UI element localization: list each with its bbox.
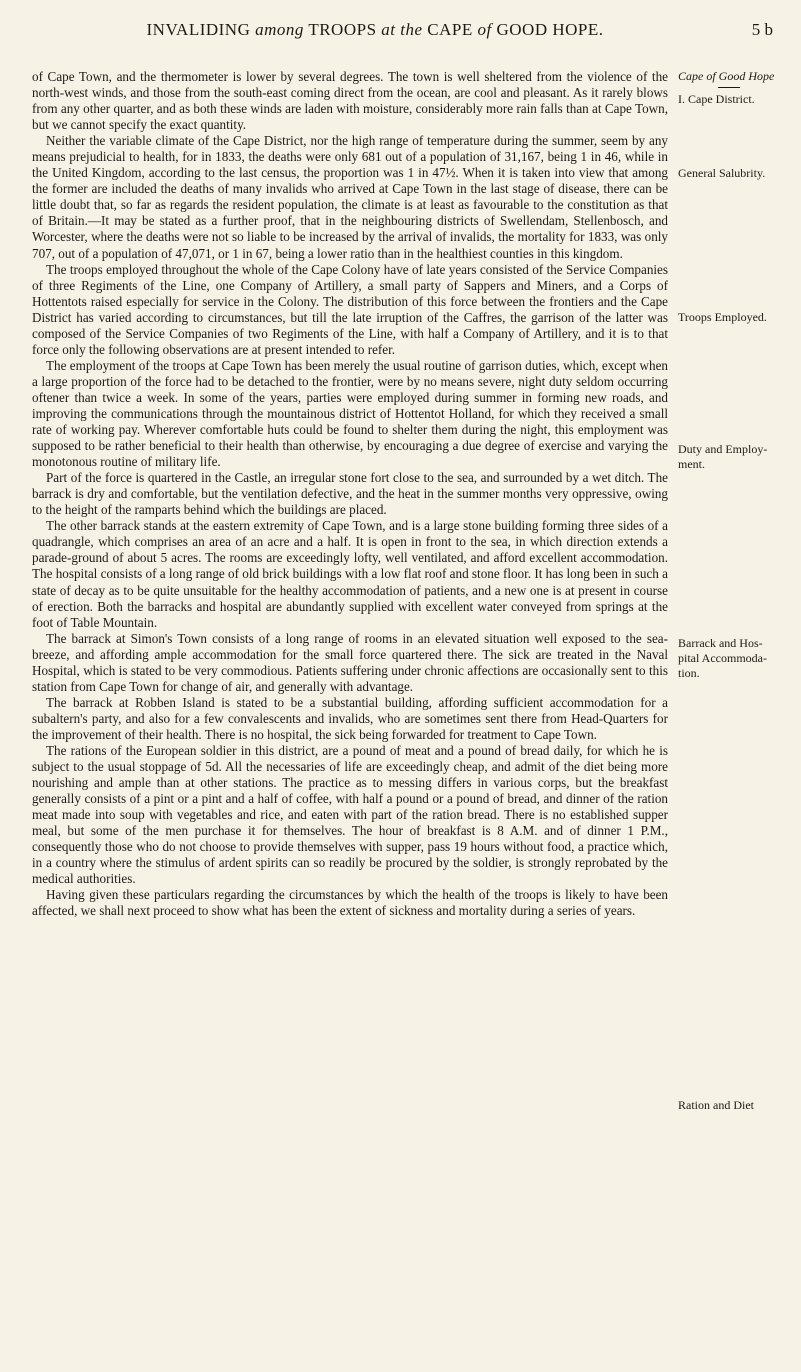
paragraph: The other barrack stands at the eastern extremity of Cape Town, and is a large stone building forming three sides of a quadrangle, which comprises an area of an acre and a half. It is open in front to the sea, in which direction extends a parade-ground of about 5 acres. The rooms are exceedingly lofty, well ventilated, and afford excellent accommodation. The hospital consists of a long range of old brick buildings with a low flat roof and stone floor. It has long been in such a state of decay as to be quite unsuitable for the healthy accommodation of patients, and a new one is at present in course of erection. Both the barracks and hospital are abundantly supplied with excellent water conveyed from springs at the foot of Table Mountain. — [32, 518, 668, 630]
margin-note-ration-diet: Ration and Diet — [678, 1098, 754, 1112]
page-number: 5 b — [751, 20, 773, 39]
title-italic-among: among — [255, 20, 304, 39]
running-title — [30, 20, 720, 40]
title-text-troops: TROOPS — [303, 20, 382, 39]
title-italic-at-the: at the — [381, 20, 423, 39]
paragraph: Having given these particulars regarding the circumstances by which the health of the troops is likely to have been affected, we shall next proceed to show what has been the extent of sickness and mortality during a series of years. — [32, 887, 668, 919]
running-head — [0, 20, 801, 44]
title-text: INVALIDING — [146, 20, 256, 39]
title-italic-of: of — [477, 20, 492, 39]
margin-note-cape-of-good-hope: Cape of Good Hope — [678, 69, 775, 83]
margin-note-duty-employment: Duty and Employ- ment. — [678, 442, 768, 471]
paragraph: The employment of the troops at Cape Town has been merely the usual routine of garrison duties, which, except when a large proportion of the force had to be detached to the frontier, were by no means severe, night duty seldom occurring oftener than twice a week. In some of the years, parties were employed during summer in forming new roads, and improving the communications through the mountainous district of Hottentot Holland, for which they received a small rate of working pay. Wherever comfortable huts could be found to shelter them during the night, this employment was supposed to be rather beneficial to their health than otherwise, by encouraging a due degree of exercise and varying the monotonous routine of military life. — [32, 357, 668, 470]
paragraph: The rations of the European soldier in this district, are a pound of meat and a pound of bread daily, for which he is subject to the usual stoppage of 5d. All the necessaries of life are exceedingly cheap, and admit of the diet being more nourishing and ample than at other stations. The practice as to messing differs in various corps, but the breakfast generally consists of a pint or a pint and a half of coffee, with half a pound or a pound of bread, and dinner of the ration meat made into soup with vegetables and rice, and eaten with part of the ration bread. There is no established supper meal, but some of the men purchase it for themselves. The hour of breakfast is 8 A.M. and of dinner 1 P.M., consequently those who do not choose to provide themselves with supper, pass 19 hours without food, a practice which, in a country where the stimulus of ardent spirits can so readily be procured by the soldier, is strongly reprobated by the medical authorities. — [32, 742, 668, 887]
margin-note-cape-district: I. Cape District. — [678, 92, 755, 106]
title-text-good-hope: GOOD HOPE. — [491, 20, 604, 39]
paragraph: Neither the variable climate of the Cape District, nor the high range of temperature during the summer, seem by any means prejudicial to health, for in 1833, the deaths were only 681 out of a population of 31,167, being 1 in 46, while in the United Kingdom, according to the last census, the proportion was 1 in 47½. When it is taken into view that among the former are included the deaths of many invalids who arrived at Cape Town in the last stage of disease, there can be little doubt that, so far as regards the resident population, the climate is at least as favourable to the constitution as that of Britain.—It may be stated as a further proof, that in the neighbouring districts of Swellendam, Stellenbosch, and Worcester, where the deaths were not so liable to be increased by the arrival of invalids, the mortality for 1833, was only 707, out of a population of 47,071, or 1 in 67, being a lower ratio than in the healthiest counties in this kingdom. — [32, 133, 668, 261]
title-text-cape: CAPE — [422, 20, 478, 39]
margin-note-barrack-hospital: Barrack and Hos- pital Accommoda- tion. — [678, 636, 767, 680]
paragraph: The troops employed throughout the whole of the Cape Colony have of late years consisted of the Service Companies of three Regiments of the Line, one Company of Artillery, a small party of Sappers and Miners, and a Corps of Hottentots raised especially for service in the Colony. The distribution of this force between the frontiers and the Cape District has varied according to circumstances, but till the late irruption of the Caffres, the garrison of the latter was composed of the Service Companies of two Regiments of the Line, with half a Company of Artillery, and it is to that force only the following observations are at present intended to refer. — [32, 261, 668, 357]
paragraph: Part of the force is quartered in the Castle, an irregular stone fort close to the sea, and surrounded by a wet ditch. The barrack is dry and comfortable, but the ventilation defective, and the heat in the summer months very oppressive, owing to the height of the ramparts behind which the buildings are placed. — [32, 470, 668, 518]
margin-note-troops-employed: Troops Employed. — [678, 310, 767, 324]
margin-divider — [718, 87, 740, 88]
paragraph: of Cape Town, and the thermometer is lower by several degrees. The town is well sheltered from the violence of the north-west winds, and those from the south-east coming direct from the ocean, are cool and pleasant. As it rarely blows from any other quarter, and as both these winds are laden with moisture, considerably more rain falls than at Cape Town, but we cannot specify the exact quantity. — [32, 69, 668, 133]
body-text — [32, 69, 668, 919]
paragraph: The barrack at Robben Island is stated to be a substantial building, affording sufficient accommodation for a subaltern's party, and also for a few convalescents and invalids, who are sometimes sent there from Head-Quarters for the improvement of their health. There is no hospital, the sick being forwarded for treatment to Cape Town. — [32, 694, 668, 742]
margin-note-general-salubrity: General Salubrity. — [678, 166, 766, 180]
paragraph: The barrack at Simon's Town consists of a long range of rooms in an elevated situation well exposed to the sea-breeze, and affording ample accommodation for the small force quartered there. The sick are treated in the Naval Hospital, which is stated to be very commodious. Patients suffering under chronic affections are occasionally sent to this station from Cape Town for change of air, and generally with advantage. — [32, 630, 668, 694]
